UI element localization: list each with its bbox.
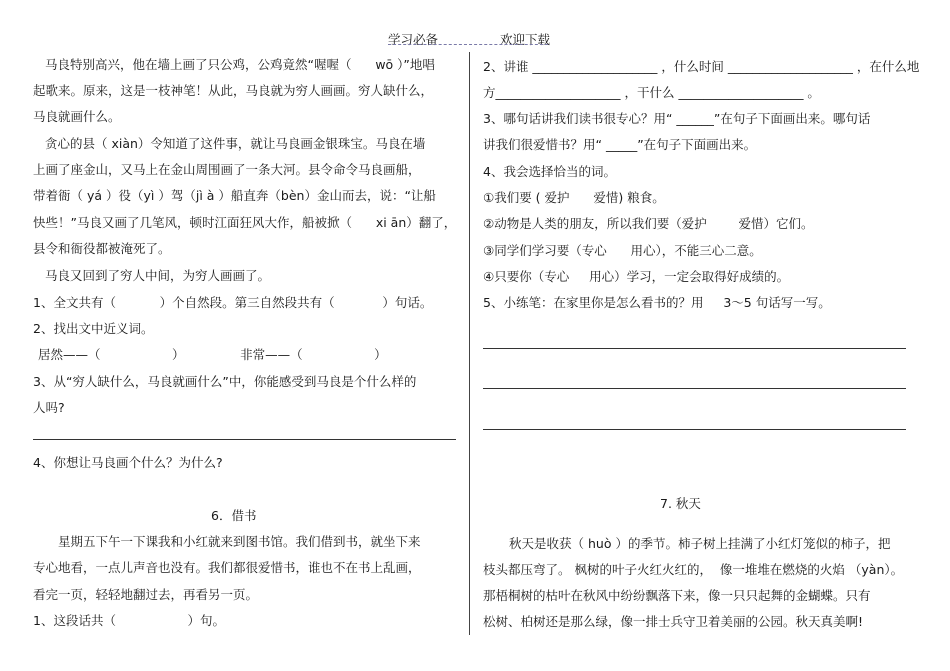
passage-line: 县令和衙役都被淹死了。 [33,241,171,256]
question-3-cont: 人吗? [33,400,65,415]
passage-line: 专心地看，一点儿声音也没有。我们都很爱惜书，谁也不在书上乱画， [33,560,421,575]
header-right-text: 欢迎下载 [500,32,551,47]
writing-line [483,348,906,349]
passage-line: 秋天是收获（ huò ）的季节。柿子树上挂满了小红灯笼似的柿子，把 [509,536,891,551]
passage-line: 枝头都压弯了。 枫树的叶子火红火红的， 像一堆堆在燃烧的火焰 （yàn）。 [483,562,904,577]
column-divider [469,52,470,635]
question-1-sentences: 1、这段话共（ ）句。 [33,613,225,628]
header-underline [388,44,548,45]
passage-line: 看完一页，轻轻地翻过去，再看另一页。 [33,587,259,602]
question-3: 3、从“穷人缺什么，马良就画什么”中，你能感受到马良是个什么样的 [33,374,417,389]
question-3-cont: 讲我们很爱惜书？用“ _____”在句子下面画出来。 [483,137,757,152]
choice-item-3: ③同学们学习要（专心 用心），不能三心二意。 [483,243,762,258]
question-4-choose-words: 4、我会选择恰当的词。 [483,164,616,179]
writing-line [483,388,906,389]
section-7-title: 7. 秋天 [660,496,701,511]
section-6-title: 6．借书 [211,508,257,523]
passage-line: 起歌来。原来，这是一枝神笔！从此，马良就为穷人画画。穷人缺什么， [33,83,434,98]
question-2-cont: 方____________________ ，干什么 ____________________ 。 [483,85,820,100]
question-3-underline: 3、哪句话讲我们读书很专心？用“ ______”在句子下面画出来。哪句话 [483,111,871,126]
choice-item-4: ④只要你（专心 用心）学习，一定会取得好成绩的。 [483,269,790,284]
passage-line: 马良又回到了穷人中间，为穷人画画了。 [45,268,271,283]
question-5-writing: 5、小练笔：在家里你是怎么看书的？用 3～5 句话写一写。 [483,295,831,310]
passage-line: 松树、柏树还是那么绿，像一排士兵守卫着美丽的公园。秋天真美啊! [483,614,864,629]
passage-line: 快些！”马良又画了几笔风，顿时江面狂风大作，船被掀（ xi ān）翻了， [33,215,457,230]
question-2-who-when-where: 2、讲谁 ____________________ ，什么时间 ____________________ ，在什么地 [483,59,920,74]
choice-item-2: ②动物是人类的朋友，所以我们要（爱护 爱惜）它们。 [483,216,814,231]
question-2: 2、找出文中近义词。 [33,321,154,336]
passage-line: 星期五下午一下课我和小红就来到图书馆。我们借到书，就坐下来 [58,534,421,549]
passage-line: 贪心的县（ xiàn）令知道了这件事，就让马良画金银珠宝。马良在墙 [45,136,426,151]
passage-line: 带着衙（ yá ）役（yì ）驾（jì à ）船直奔（bèn）金山而去，说：“让船 [33,188,436,203]
header-left-text: 学习必备 [388,32,439,47]
answer-line [33,439,456,440]
question-4: 4、你想让马良画个什么？为什么? [33,455,223,470]
passage-line: 那梧桐树的枯叶在秋风中纷纷飘落下来，像一只只起舞的金蝴蝶。只有 [483,588,871,603]
passage-line: 马良就画什么。 [33,109,121,124]
writing-line [483,429,906,430]
passage-line: 马良特别高兴，他在墙上画了只公鸡，公鸡竟然“喔喔（ wō ）”地唱 [45,57,435,72]
passage-line: 上画了座金山，又马上在金山周围画了一条大河。县令命令马良画船， [33,162,421,177]
choice-item-1: ①我们要 ( 爱护 爱惜) 粮食。 [483,190,665,205]
question-2-synonyms: 居然——（ ） 非常——（ ） [38,347,387,362]
question-1: 1、全文共有（ ）个自然段。第三自然段共有（ ）句话。 [33,295,433,310]
